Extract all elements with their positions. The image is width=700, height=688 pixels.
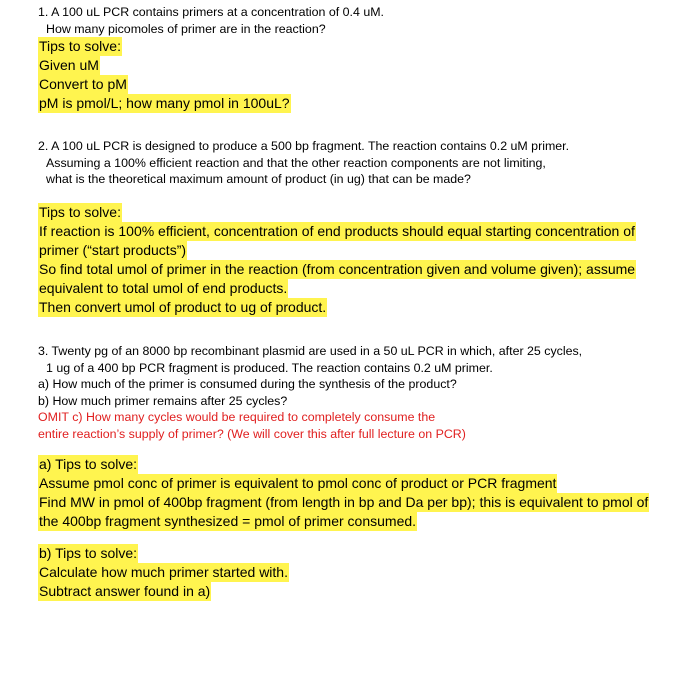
question-1 xyxy=(38,4,658,37)
tip-line: b) Tips to solve: xyxy=(39,545,138,561)
tip-line: So find total umol of primer in the reaction (from concentration given and volume given); assume xyxy=(39,261,636,277)
tip-line: Given uM xyxy=(39,57,99,73)
question-3 xyxy=(38,343,658,442)
question-2-tips xyxy=(38,203,636,317)
tip-line: Find MW in pmol of 400bp fragment (from length in bp and Da per bp); this is equivalent to pmol of xyxy=(39,494,649,510)
tip-line: Then convert umol of product to ug of product. xyxy=(39,299,327,315)
question-3-line: b) How much primer remains after 25 cycles? xyxy=(38,393,288,408)
omit-line: entire reaction’s supply of primer? (We will cover this after full lecture on PCR) xyxy=(38,426,466,441)
tip-line: a) Tips to solve: xyxy=(39,456,138,472)
tip-line: Convert to pM xyxy=(39,76,127,92)
tip-line: Assume pmol conc of primer is equivalent to pmol conc of product or PCR fragment xyxy=(39,475,557,491)
tip-line: Calculate how much primer started with. xyxy=(39,564,288,580)
tip-line: Subtract answer found in a) xyxy=(39,583,211,599)
tip-line: Tips to solve: xyxy=(39,38,121,54)
question-3-line: 1 ug of a 400 bp PCR fragment is produced. The reaction contains 0.2 uM primer. xyxy=(46,360,493,375)
question-1-line: 1. A 100 uL PCR contains primers at a concentration of 0.4 uM. xyxy=(38,5,384,19)
tip-line: primer (“start products”) xyxy=(39,242,187,258)
question-3a-tips xyxy=(38,455,649,531)
tip-line: Tips to solve: xyxy=(39,204,121,220)
question-2-line: 2. A 100 uL PCR is designed to produce a 500 bp fragment. The reaction contains 0.2 uM primer. xyxy=(38,139,570,153)
question-1-line: How many picomoles of primer are in the reaction? xyxy=(46,21,326,36)
question-1-tips xyxy=(38,37,291,113)
tip-line: If reaction is 100% efficient, concentration of end products should equal starting concentration of xyxy=(39,223,635,239)
tip-line: pM is pmol/L; how many pmol in 100uL? xyxy=(39,95,290,111)
question-3-line: a) How much of the primer is consumed during the synthesis of the product? xyxy=(38,377,457,391)
tip-line: equivalent to total umol of end products. xyxy=(39,280,288,296)
omit-line: OMIT c) How many cycles would be required to completely consume the xyxy=(38,410,436,424)
question-2-line: what is the theoretical maximum amount of product (in ug) that can be made? xyxy=(46,172,471,186)
question-3-line: 3. Twenty pg of an 8000 bp recombinant plasmid are used in a 50 uL PCR in which, after 25 cycles, xyxy=(38,344,583,358)
question-3b-tips xyxy=(38,544,289,601)
question-2-line: Assuming a 100% efficient reaction and that the other reaction components are not limiting, xyxy=(46,155,546,170)
question-2 xyxy=(38,138,658,188)
tip-line: the 400bp fragment synthesized = pmol of primer consumed. xyxy=(39,513,417,529)
